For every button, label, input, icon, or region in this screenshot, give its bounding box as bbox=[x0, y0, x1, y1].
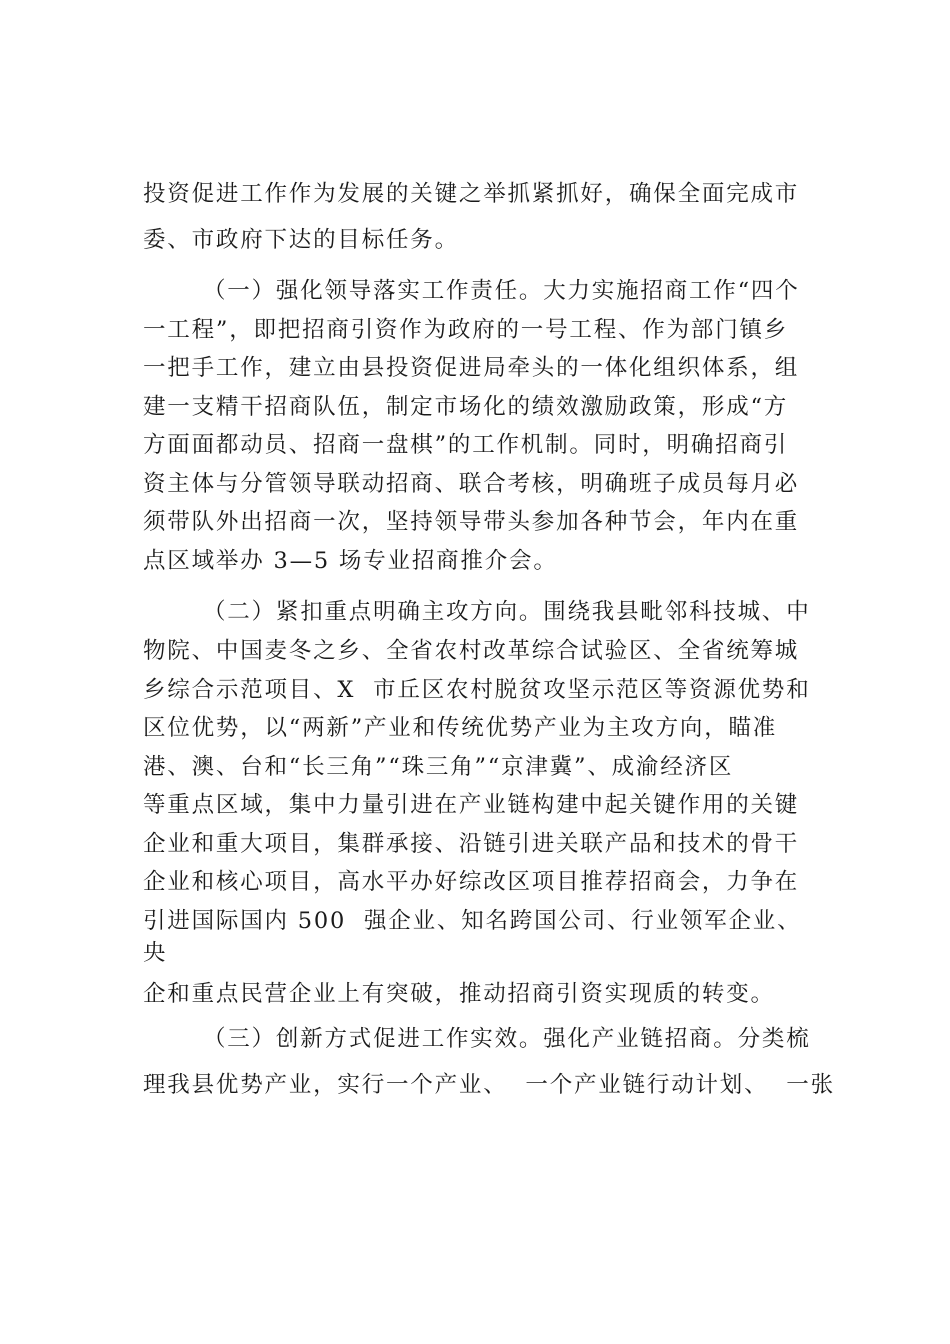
intro-line: 委、市政府下达的目标任务。 bbox=[143, 227, 459, 253]
section2-line: 企业和核心项目，高水平办好综改区项目推荐招商会，力争在 bbox=[143, 869, 800, 895]
section1-line: 点区域举办 3—5 场专业招商推介会。 bbox=[143, 548, 558, 574]
section2-line: 企和重点民营企业上有突破，推动招商引资实现质的转变。 bbox=[143, 981, 775, 1007]
section1-line: 一工程”，即把招商引资作为政府的一号工程、作为部门镇乡 bbox=[143, 317, 789, 343]
section1-line: 资主体与分管领导联动招商、联合考核，明确班子成员每月必 bbox=[143, 471, 800, 497]
section2-line: 港、澳、台和“长三角”“珠三角”“京津冀”、成渝经济区 bbox=[143, 754, 734, 780]
section2-line: 等重点区域，集中力量引进在产业链构建中起关键作用的关键 bbox=[143, 792, 800, 818]
section3-line: 理我县优势产业，实行一个产业、 一个产业链行动计划、 一张 bbox=[143, 1072, 835, 1098]
section1-line: 方面面都动员、招商一盘棋”的工作机制。同时，明确招商引 bbox=[143, 432, 789, 458]
section2-line: 物院、中国麦冬之乡、全省农村改革综合试验区、全省统筹城 bbox=[143, 638, 800, 664]
section3-heading-line: （三）创新方式促进工作实效。强化产业链招商。分类梳 bbox=[203, 1026, 811, 1052]
section2-line: 企业和重大项目，集群承接、沿链引进关联产品和技术的骨干 bbox=[143, 831, 800, 857]
section1-line: 建一支精干招商队伍，制定市场化的绩效激励政策，形成“方 bbox=[143, 394, 789, 420]
section2-line: 乡综合示范项目、X 市丘区农村脱贫攻坚示范区等资源优势和 bbox=[143, 677, 811, 703]
section1-line: 一把手工作，建立由县投资促进局牵头的一体化组织体系，组 bbox=[143, 355, 800, 381]
intro-line: 投资促进工作作为发展的关键之举抓紧抓好，确保全面完成市 bbox=[143, 181, 800, 207]
section2-line: 引进国际国内 500 强企业、知名跨国公司、行业领军企业、 bbox=[143, 908, 802, 934]
section2-heading-line: （二）紧扣重点明确主攻方向。围绕我县毗邻科技城、中 bbox=[203, 599, 811, 625]
section2-line: 区位优势，以“两新”产业和传统优势产业为主攻方向，瞄准 bbox=[143, 715, 778, 741]
section1-line: 须带队外出招商一次，坚持领导带头参加各种节会，年内在重 bbox=[143, 509, 800, 535]
section1-heading-line: （一）强化领导落实工作责任。大力实施招商工作“四个 bbox=[203, 278, 800, 304]
section2-line: 央 bbox=[143, 940, 168, 966]
